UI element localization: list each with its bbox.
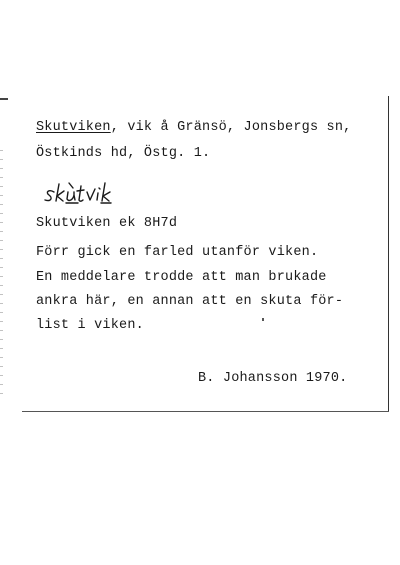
body-line-3: ankra här, en annan att en skuta för-	[36, 294, 344, 309]
body-line-2: En meddelare trodde att man brukade	[36, 270, 327, 285]
card-border-right	[388, 96, 389, 412]
body-line-4: list i viken.	[36, 318, 144, 333]
handwritten-form	[40, 178, 140, 212]
card-border-bottom	[22, 411, 389, 412]
signature-line: B. Johansson 1970.	[198, 371, 348, 386]
edge-scan-dots	[0, 150, 3, 400]
place-description: , vik å Gränsö, Jonsbergs sn,	[110, 120, 352, 135]
heading-line	[36, 120, 351, 135]
place-name: Skutviken	[36, 120, 111, 135]
edge-tick-mark	[0, 98, 8, 100]
stray-ink-mark	[262, 318, 264, 321]
body-line-1: Förr gick en farled utanför viken.	[36, 245, 319, 260]
location-line: Östkinds hd, Östg. 1.	[36, 146, 211, 161]
reference-line: Skutviken ek 8H7d	[36, 216, 178, 231]
